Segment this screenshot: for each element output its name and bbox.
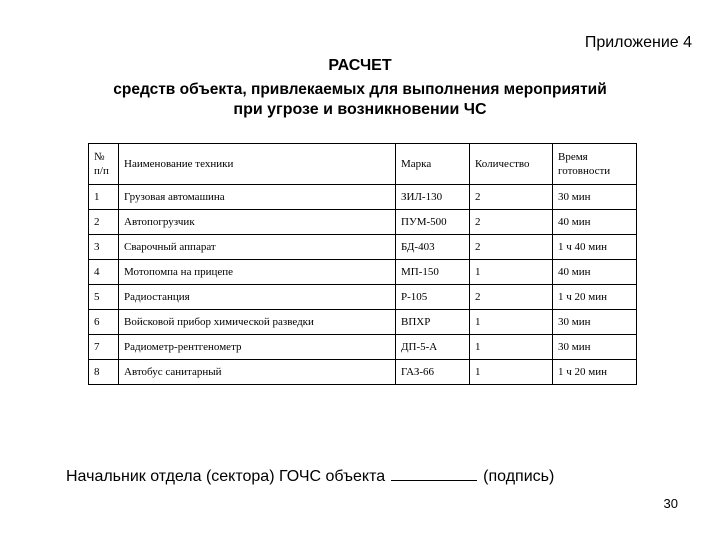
cell-qty: 2: [470, 185, 553, 210]
cell-time: 30 мин: [553, 335, 637, 360]
cell-brand: ЗИЛ-130: [396, 185, 470, 210]
cell-num: 5: [89, 285, 119, 310]
cell-name: Сварочный аппарат: [119, 235, 396, 260]
page-number: 30: [663, 496, 678, 511]
cell-qty: 2: [470, 285, 553, 310]
signature-line: [66, 466, 554, 486]
table-row: [89, 335, 637, 360]
cell-name: Радиостанция: [119, 285, 396, 310]
cell-brand: ПУМ-500: [396, 210, 470, 235]
cell-time: 1 ч 40 мин: [553, 235, 637, 260]
cell-num: 1: [89, 185, 119, 210]
table-row: [89, 210, 637, 235]
cell-num: 2: [89, 210, 119, 235]
cell-qty: 1: [470, 335, 553, 360]
document-subtitle-line2: при угрозе и возникновении ЧС: [233, 101, 487, 118]
cell-qty: 2: [470, 235, 553, 260]
signature-label: Начальник отдела (сектора) ГОЧС объекта: [66, 468, 386, 485]
cell-time: 1 ч 20 мин: [553, 360, 637, 385]
cell-name: Радиометр-рентгенометр: [119, 335, 396, 360]
signature-blank: [391, 466, 477, 481]
header-time: Время готовности: [553, 144, 637, 185]
cell-time: 40 мин: [553, 210, 637, 235]
cell-qty: 2: [470, 210, 553, 235]
table-row: [89, 285, 637, 310]
table-header-row: [89, 144, 637, 185]
cell-num: 3: [89, 235, 119, 260]
cell-name: Автопогрузчик: [119, 210, 396, 235]
resources-table: [88, 143, 637, 385]
cell-num: 4: [89, 260, 119, 285]
cell-time: 1 ч 20 мин: [553, 285, 637, 310]
table-row: [89, 260, 637, 285]
cell-name: Грузовая автомашина: [119, 185, 396, 210]
cell-brand: БД-403: [396, 235, 470, 260]
header-qty: Количество: [470, 144, 553, 185]
table-row: [89, 360, 637, 385]
signature-note: (подпись): [483, 468, 555, 485]
cell-brand: МП-150: [396, 260, 470, 285]
table-row: [89, 185, 637, 210]
table-row: [89, 235, 637, 260]
appendix-label: Приложение 4: [584, 34, 692, 51]
cell-brand: ГАЗ-66: [396, 360, 470, 385]
cell-time: 30 мин: [553, 185, 637, 210]
table-row: [89, 310, 637, 335]
cell-qty: 1: [470, 260, 553, 285]
cell-brand: Р-105: [396, 285, 470, 310]
cell-brand: ДП-5-А: [396, 335, 470, 360]
cell-num: 8: [89, 360, 119, 385]
cell-brand: ВПХР: [396, 310, 470, 335]
header-num: № п/п: [89, 144, 119, 185]
document-subtitle-line1: средств объекта, привлекаемых для выполнения мероприятий: [113, 81, 607, 98]
cell-qty: 1: [470, 310, 553, 335]
cell-name: Автобус санитарный: [119, 360, 396, 385]
cell-name: Мотопомпа на прицепе: [119, 260, 396, 285]
document-title: РАСЧЕТ: [328, 57, 392, 74]
cell-num: 7: [89, 335, 119, 360]
cell-num: 6: [89, 310, 119, 335]
header-name: Наименование техники: [119, 144, 396, 185]
cell-qty: 1: [470, 360, 553, 385]
cell-name: Войсковой прибор химической разведки: [119, 310, 396, 335]
cell-time: 30 мин: [553, 310, 637, 335]
header-brand: Марка: [396, 144, 470, 185]
cell-time: 40 мин: [553, 260, 637, 285]
